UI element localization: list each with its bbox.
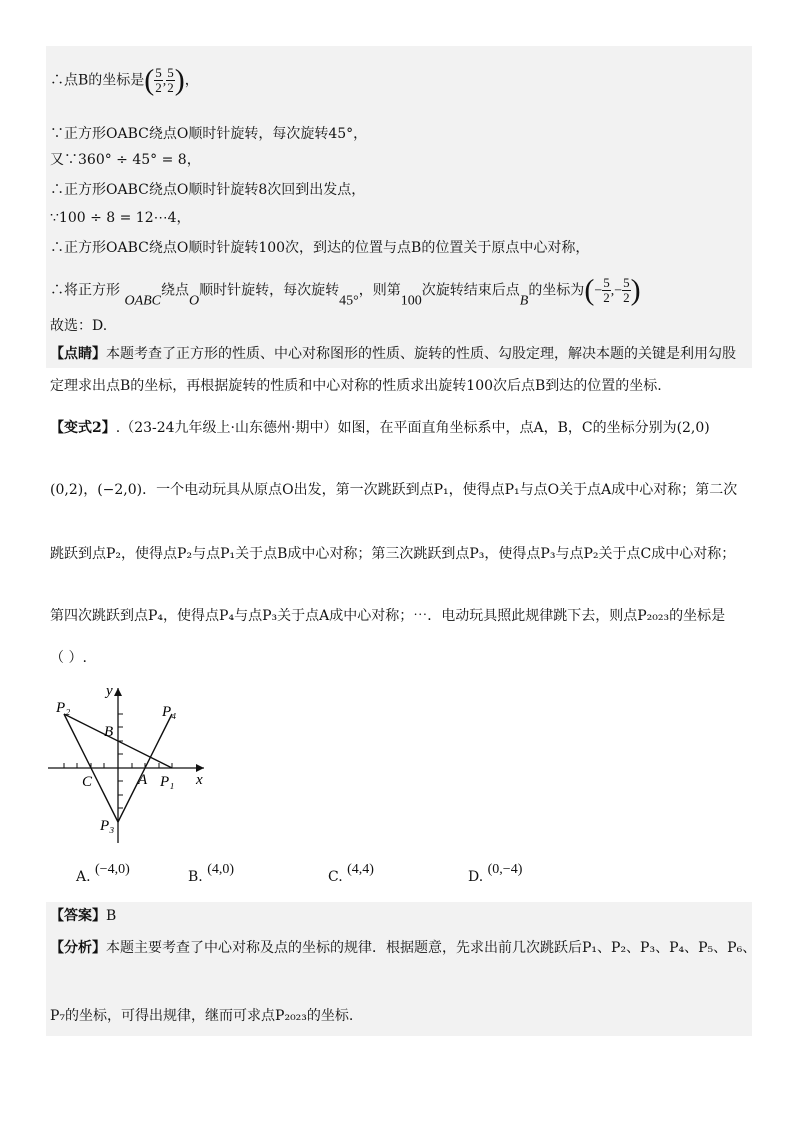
problem-line-4: 第四次跳跃到点P₄，使得点P₄与点P₃关于点A成中心对称；⋯．电动玩具照此规律跳下去，则点P₂₀₂₃的坐标是 [50,608,726,624]
frac-den: 2 [167,80,174,95]
solution-text-7c: 顺时针旋转，每次旋转 [199,282,340,299]
answer-label: 【答案】 [50,908,106,924]
problem-line-5: （ ）. [50,650,87,666]
problem-label: 【变式2】 [50,420,116,436]
solution-line-6: ∴正方形OABC绕点O顺时针旋转100次，到达的位置与点B的位置关于原点中心对称， [50,240,590,256]
solution-line-4: ∴正方形OABC绕点O顺时针旋转8次回到出发点， [50,182,366,198]
label-p3: P₃ [100,818,115,834]
solution-text-7f: 的坐标为 [528,282,585,299]
label-x: x [196,772,203,788]
problem-text-1: .（23-24九年级上·山东德州·期中）如图，在平面直角坐标系中，点A，B，C的坐标分别为(2,0) [115,420,710,436]
fraction-y [166,66,175,95]
comment-text-1: 本题考查了正方形的性质、中心对称图形的性质、旋转的性质、勾股定理，解决本题的关键是利用勾股 [106,346,736,362]
solution-text-1: ∴点B的坐标是 [50,72,145,89]
comment-line-1 [50,344,736,364]
option-a[interactable] [76,862,130,885]
solution-text-7d: ，则第 [358,282,401,299]
paren-close: ) [630,273,641,307]
label-p1: P₁ [160,774,175,790]
answer-line [50,906,116,926]
problem-line-2: (0,2)，(−2,0)．一个电动玩具从原点O出发，第一次跳跃到点P₁，使得点P₁与点O关于点A成中心对称；第二次 [50,482,738,498]
option-value: (0,−4) [487,862,523,877]
frac-num: 5 [167,65,174,80]
comment-label: 【点睛】 [50,346,106,362]
option-value: (4,0) [207,862,235,877]
label-p2: P₂ [56,700,71,716]
solution-line-5: ∵100 ÷ 8 = 12⋯4， [50,210,191,226]
answer-value: B [106,908,117,924]
solution-line-2: ∵正方形OABC绕点O顺时针旋转，每次旋转45°， [50,126,368,142]
option-c[interactable] [328,862,374,885]
analysis-text-1: 本题主要考查了中心对称及点的坐标的规律．根据题意，先求出前几次跳跃后P₁、P₂、P₃、P₄、P₅、P₆、 [106,940,757,956]
paren-close: ) [174,63,185,97]
option-letter: C. [328,869,343,885]
fraction-neg-x [602,276,611,305]
solution-line-7: ∴将正方形 OABC绕点O顺时针旋转，每次旋转45°，则第100次旋转结束后点B的坐标为(− $\frac{5}{2}$ ,− $\frac{5}{2}$ ) [50,273,641,309]
label-a: A [138,772,148,788]
paren-open: ( [584,273,595,307]
option-b[interactable] [188,862,234,885]
label-c: C [82,774,93,790]
solution-text-7b: 绕点 [161,282,190,299]
paren-open: ( [144,63,155,97]
x-axis-arrow [196,764,204,772]
solution-text-7a: ∴将正方形 [50,282,120,299]
frac-num: 5 [623,275,630,290]
problem-line-1 [50,418,710,438]
analysis-label: 【分析】 [50,940,106,956]
label-y: y [106,683,113,699]
option-value: (4,4) [347,862,374,877]
option-letter: A. [76,869,91,885]
fraction-neg-y [622,276,631,305]
frac-den: 2 [623,290,630,305]
problem-line-3: 跳跃到点P₂，使得点P₂与点P₁关于点B成中心对称；第三次跳跃到点P₃，使得点P₃与点P₂关于点C成中心对称； [50,546,736,562]
option-d[interactable] [468,862,522,885]
solution-line-1: ∴点B的坐标是( $\frac{5}{2}$ , $\frac{5}{2}$ )， [50,63,199,97]
y-axis-arrow [114,688,122,696]
solution-line-3: 又∵360° ÷ 45° = 8， [50,152,201,168]
solution-line-8: 故选：D. [50,318,108,334]
coordinate-figure [44,678,224,848]
label-p4: P₄ [162,704,177,720]
solution-text-7e: 次旋转结束后点 [421,282,520,299]
frac-den: 2 [603,290,610,305]
option-value: (−4,0) [95,862,130,877]
frac-num: 5 [155,65,162,80]
frac-den: 2 [155,80,162,95]
option-letter: B. [188,869,203,885]
analysis-line-1 [50,938,756,958]
comment-line-2: 定理求出点B的坐标，再根据旋转的性质和中心对称的性质求出旋转100次后点B到达的位置的坐标. [50,378,662,394]
label-b: B [104,724,114,740]
fraction-x [154,66,163,95]
option-letter: D. [468,869,484,885]
frac-num: 5 [603,275,610,290]
analysis-line-2: P₇的坐标，可得出规律，继而可求点P₂₀₂₃的坐标. [50,1008,354,1024]
